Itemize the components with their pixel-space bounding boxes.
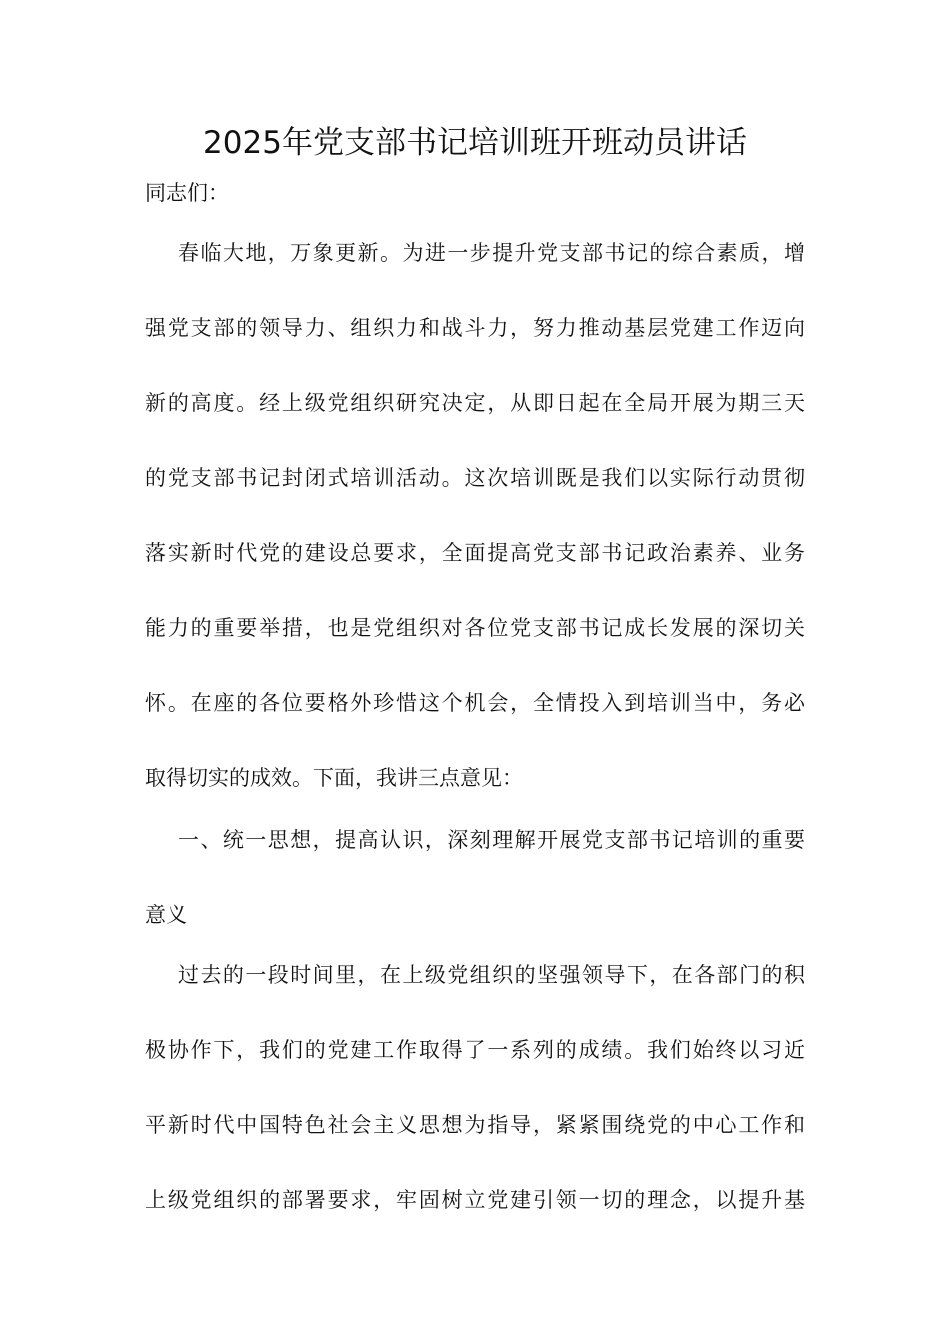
paragraph-line: 的党支部书记封闭式培训活动。这次培训既是我们以实际行动贯彻 [145, 466, 805, 490]
paragraph-line: 上级党组织的部署要求，牢固树立党建引领一切的理念，以提升基 [145, 1188, 805, 1212]
salutation: 同志们： [145, 181, 229, 205]
paragraph-line: 平新时代中国特色社会主义思想为指导，紧紧围绕党的中心工作和 [145, 1113, 805, 1137]
paragraph-line: 过去的一段时间里，在上级党组织的坚强领导下，在各部门的积 [178, 963, 805, 987]
paragraph-line: 取得切实的成效。下面，我讲三点意见： [145, 766, 523, 790]
paragraph-line: 怀。在座的各位要格外珍惜这个机会，全情投入到培训当中，务必 [145, 691, 805, 715]
section-heading-line: 一、统一思想，提高认识，深刻理解开展党支部书记培训的重要 [178, 828, 805, 852]
section-heading-line: 意义 [145, 903, 187, 927]
paragraph-line: 新的高度。经上级党组织研究决定，从即日起在全局开展为期三天 [145, 391, 805, 415]
document-title: 2025年党支部书记培训班开班动员讲话 [203, 125, 747, 161]
paragraph-line: 极协作下，我们的党建工作取得了一系列的成绩。我们始终以习近 [145, 1038, 805, 1062]
paragraph-line: 落实新时代党的建设总要求，全面提高党支部书记政治素养、业务 [145, 541, 805, 565]
paragraph-line: 春临大地，万象更新。为进一步提升党支部书记的综合素质，增 [178, 241, 805, 265]
paragraph-line: 强党支部的领导力、组织力和战斗力，努力推动基层党建工作迈向 [145, 316, 805, 340]
paragraph-line: 能力的重要举措，也是党组织对各位党支部书记成长发展的深切关 [145, 616, 805, 640]
